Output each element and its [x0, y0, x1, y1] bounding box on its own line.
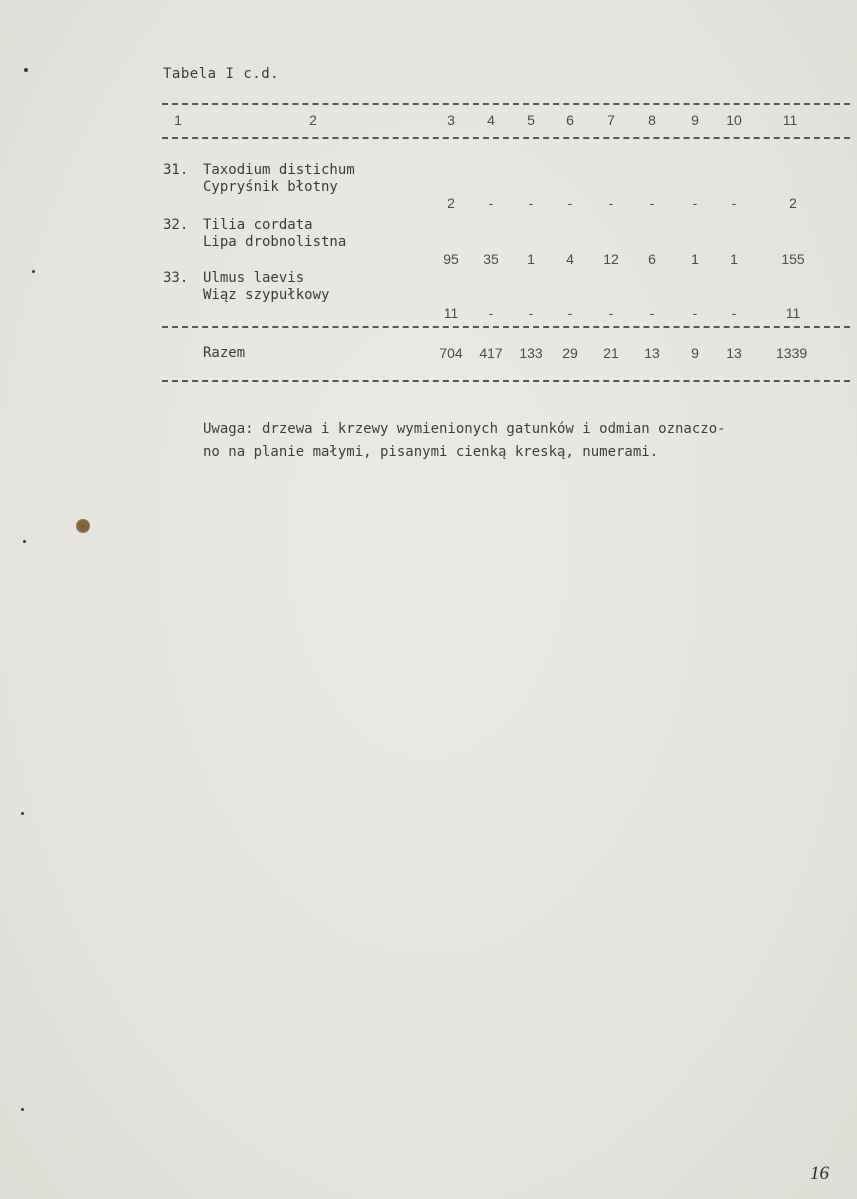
- value-cell: 2: [447, 195, 455, 211]
- value-cell: -: [488, 195, 494, 211]
- species-polish-name: Lipa drobnolistna: [203, 234, 347, 250]
- margin-dot: [23, 540, 26, 543]
- header-cell: 8: [648, 112, 656, 128]
- header-cell: 10: [726, 112, 742, 128]
- header-bottom-rule: [162, 137, 850, 139]
- value-cell: -: [528, 305, 534, 321]
- species-latin-name: Tilia cordata: [203, 217, 313, 233]
- header-cell: 7: [607, 112, 615, 128]
- margin-dot: [21, 1108, 24, 1111]
- margin-dot: [24, 68, 28, 72]
- footnote-line-1: Uwaga: drzewa i krzewy wymienionych gatunków i odmian oznaczo-: [203, 421, 726, 437]
- value-cell: 95: [443, 251, 459, 267]
- stain-mark: [76, 519, 90, 533]
- header-cell: 1: [174, 112, 182, 128]
- total-value-cell: 417: [479, 345, 503, 361]
- total-value-cell: 704: [439, 345, 463, 361]
- value-cell: -: [528, 195, 534, 211]
- total-value-cell: 1339: [776, 345, 808, 361]
- species-polish-name: Wiąz szypułkowy: [203, 287, 330, 303]
- value-cell: 1: [691, 251, 699, 267]
- value-cell: 11: [785, 305, 801, 321]
- header-cell: 4: [487, 112, 495, 128]
- value-cell: 2: [789, 195, 797, 211]
- total-value-cell: 13: [644, 345, 660, 361]
- table-end-rule: [162, 380, 850, 382]
- total-value-cell: 133: [519, 345, 543, 361]
- page-number: 16: [810, 1163, 829, 1184]
- value-cell: -: [488, 305, 494, 321]
- value-cell: -: [692, 195, 698, 211]
- row-number: 32.: [163, 217, 189, 233]
- value-cell: 155: [781, 251, 805, 267]
- value-cell: -: [649, 305, 655, 321]
- species-latin-name: Ulmus laevis: [203, 270, 305, 286]
- header-cell: 9: [691, 112, 699, 128]
- row-number: 33.: [163, 270, 189, 286]
- value-cell: -: [608, 305, 614, 321]
- species-latin-name: Taxodium distichum: [203, 162, 355, 178]
- body-bottom-rule: [162, 326, 850, 328]
- value-cell: -: [649, 195, 655, 211]
- value-cell: 11: [443, 305, 459, 321]
- value-cell: 4: [566, 251, 574, 267]
- row-number: 31.: [163, 162, 189, 178]
- footnote: [203, 418, 843, 464]
- total-value-cell: 21: [603, 345, 619, 361]
- margin-dot: [32, 270, 35, 273]
- value-cell: 6: [648, 251, 656, 267]
- header-cell: 5: [527, 112, 535, 128]
- value-cell: 1: [527, 251, 535, 267]
- header-cell: 11: [782, 112, 798, 128]
- value-cell: -: [731, 195, 737, 211]
- value-cell: -: [567, 195, 573, 211]
- value-cell: 12: [603, 251, 619, 267]
- total-value-cell: 29: [562, 345, 578, 361]
- header-cell: 3: [447, 112, 455, 128]
- total-value-cell: 13: [726, 345, 742, 361]
- value-cell: -: [731, 305, 737, 321]
- value-cell: -: [692, 305, 698, 321]
- total-label: Razem: [203, 345, 246, 361]
- footnote-line-2: no na planie małymi, pisanymi cienką kreską, numerami.: [203, 444, 659, 460]
- value-cell: 1: [730, 251, 738, 267]
- species-polish-name: Cypryśnik błotny: [203, 179, 338, 195]
- value-cell: -: [567, 305, 573, 321]
- value-cell: 35: [483, 251, 499, 267]
- margin-dot: [21, 812, 24, 815]
- value-cell: -: [608, 195, 614, 211]
- header-cell: 6: [566, 112, 574, 128]
- total-value-cell: 9: [691, 345, 699, 361]
- table-top-rule: [162, 103, 850, 105]
- header-cell: 2: [309, 112, 317, 128]
- table-title: Tabela I c.d.: [163, 66, 280, 82]
